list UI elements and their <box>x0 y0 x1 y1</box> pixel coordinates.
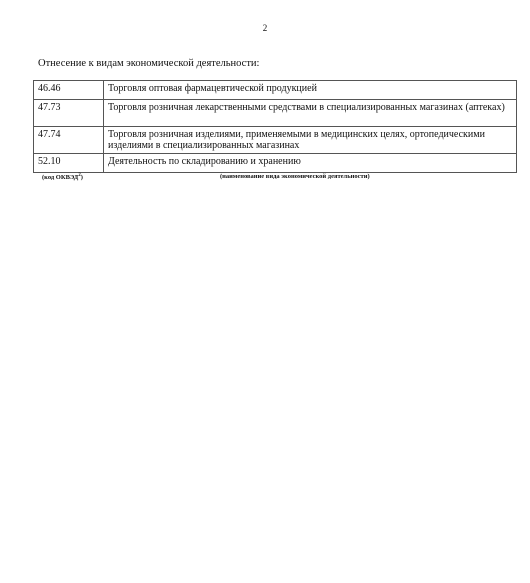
table-row <box>34 100 517 127</box>
okved-activities-table <box>33 80 517 173</box>
okved-code-cell: 47.74 <box>34 127 104 154</box>
okved-code-caption <box>42 173 83 181</box>
activity-name-cell: Торговля оптовая фармацевтической продукцией <box>104 81 517 100</box>
okved-code-caption-close: ) <box>80 174 83 182</box>
table-row <box>34 81 517 100</box>
okved-code-caption-text: (код ОКВЭД <box>42 174 79 182</box>
activity-name-caption: (наименование вида экономической деятельности) <box>220 173 370 180</box>
table-row <box>34 154 517 173</box>
okved-code-cell: 47.73 <box>34 100 104 127</box>
activity-name-cell: Торговля розничная лекарственными средствами в специализированных магазинах (аптеках) <box>104 100 517 127</box>
okved-code-cell: 52.10 <box>34 154 104 173</box>
activity-name-cell: Деятельность по складированию и хранению <box>104 154 517 173</box>
table-row <box>34 127 517 154</box>
section-heading: Отнесение к видам экономической деятельности: <box>38 58 260 69</box>
activity-name-cell: Торговля розничная изделиями, применяемыми в медицинских целях, ортопедическими изделиями в специализированных магазинах <box>104 127 517 154</box>
footnote-marker: 2 <box>78 173 81 178</box>
okved-code-cell: 46.46 <box>34 81 104 100</box>
page-number: 2 <box>262 23 268 33</box>
